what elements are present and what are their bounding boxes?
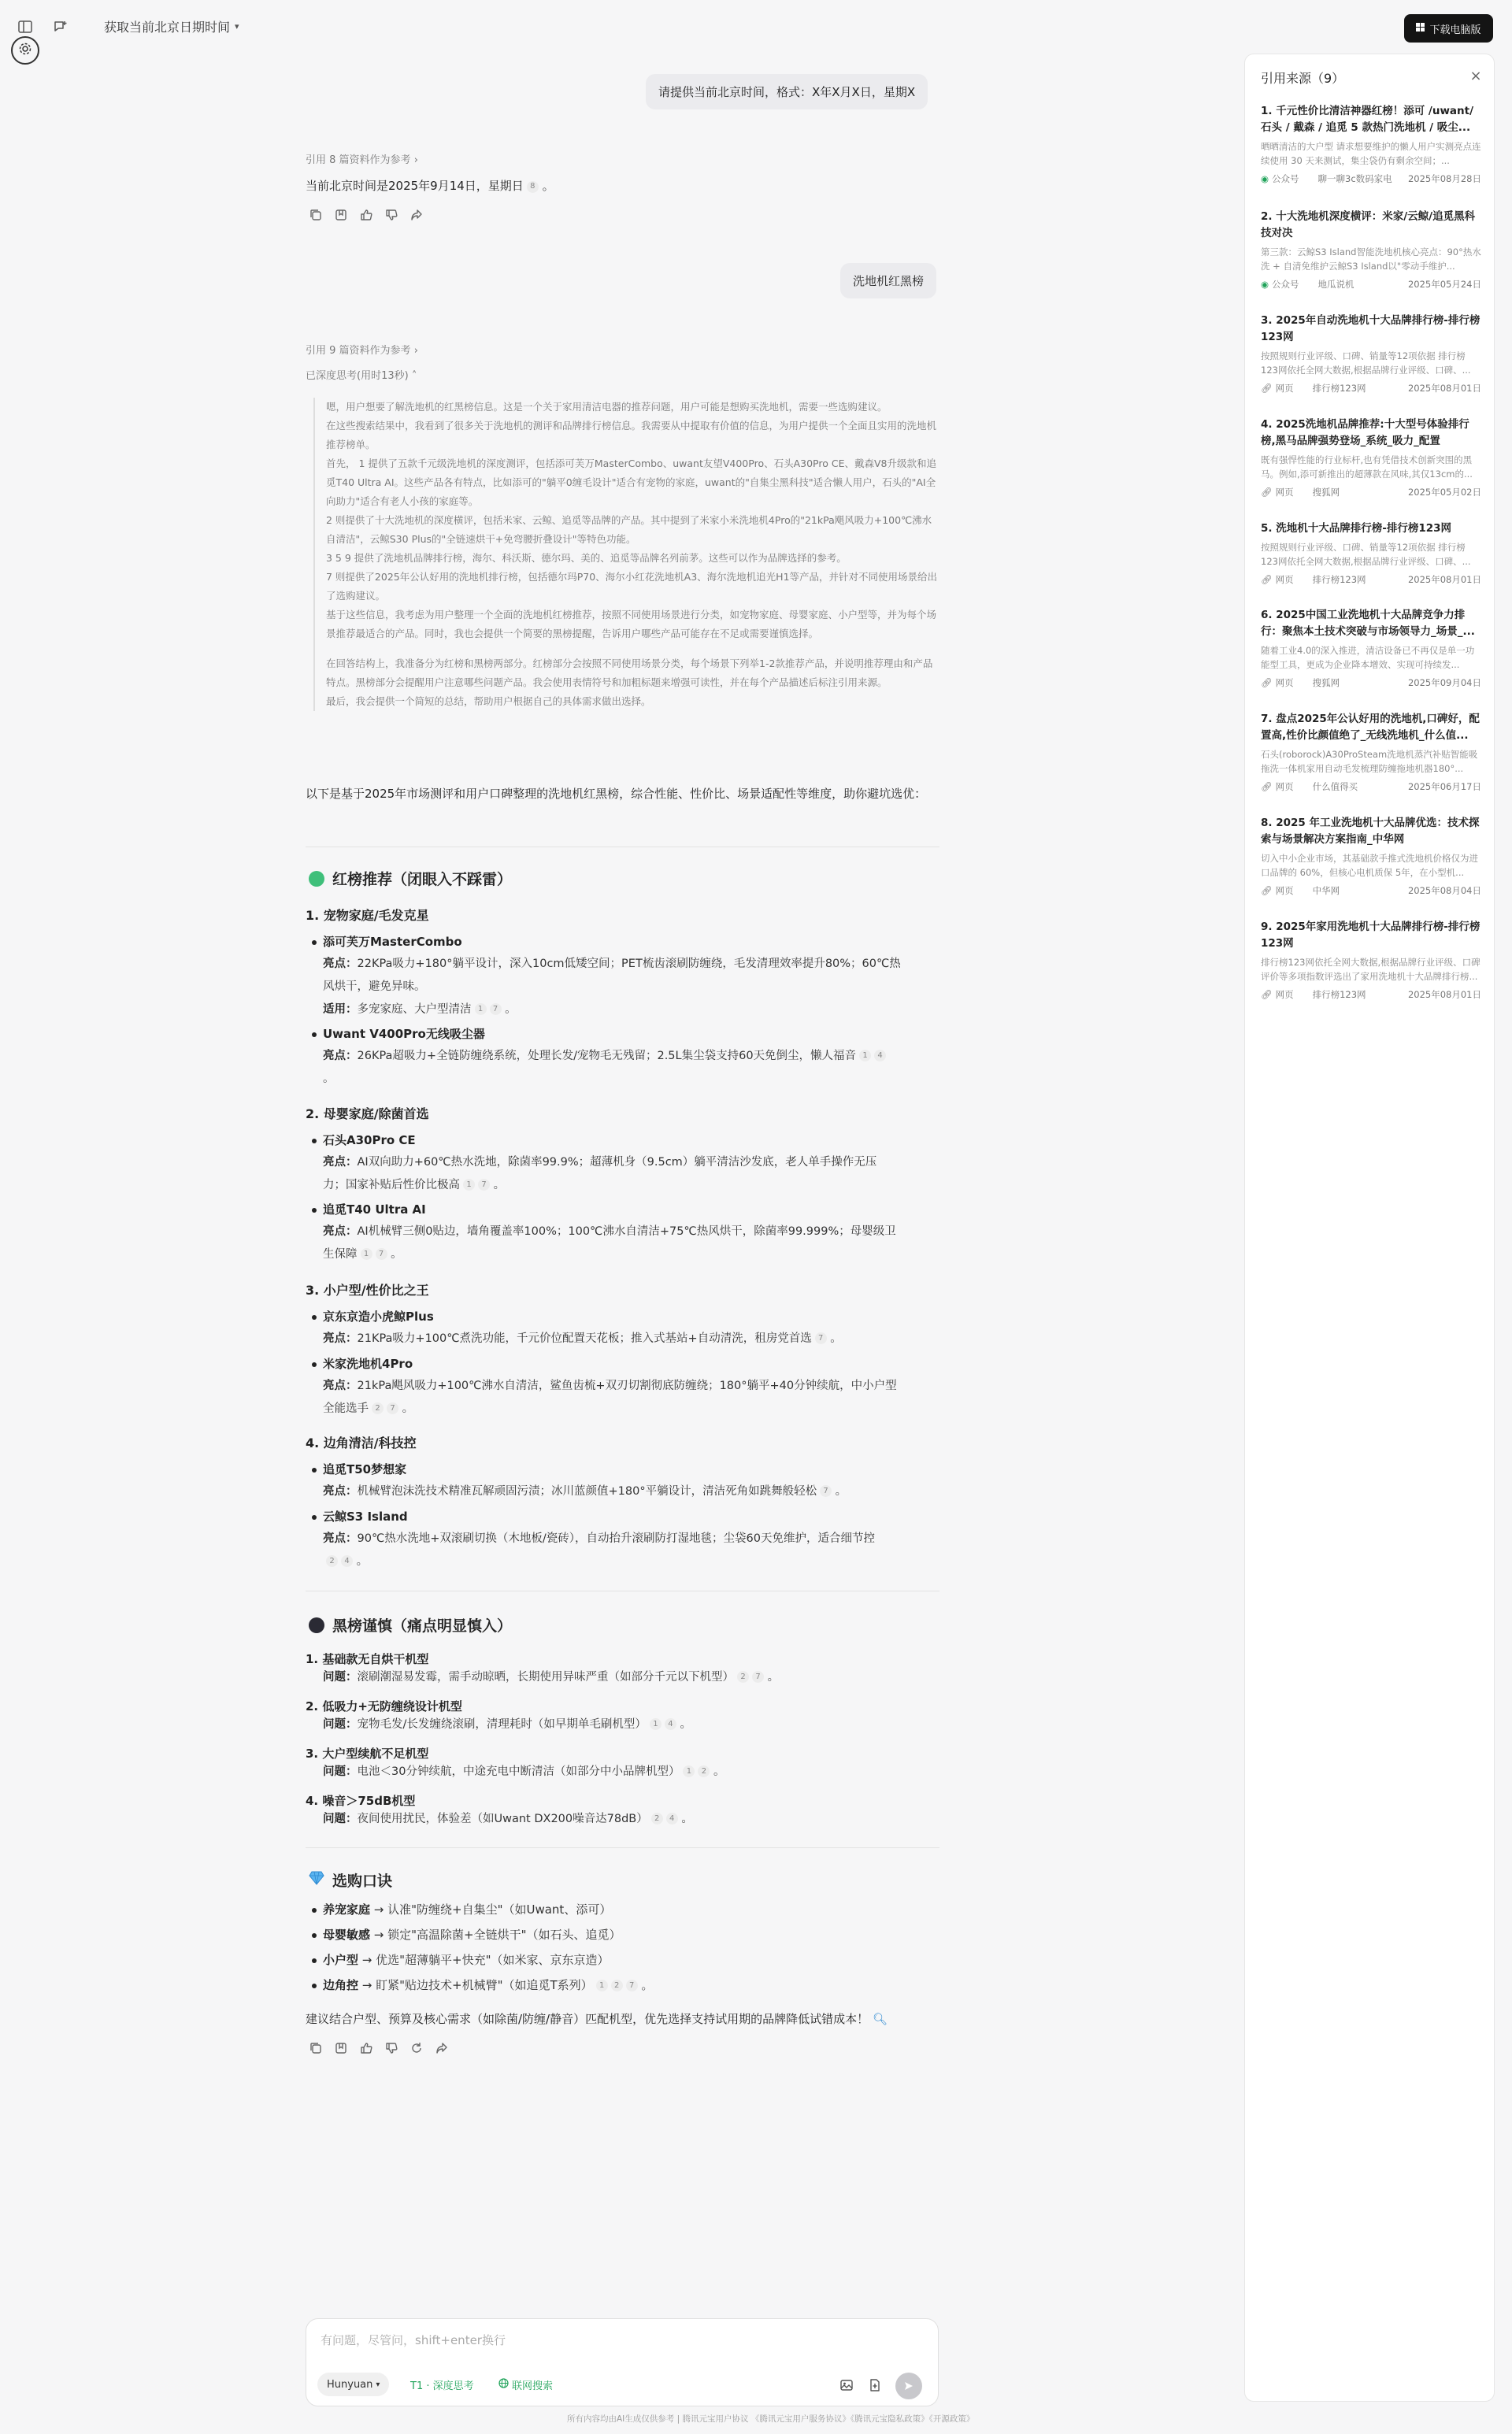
detail-text: 力；国家补贴后性价比极高 xyxy=(323,1179,460,1191)
source-snippet: 石头(roborock)A30ProSteam洗地机蒸汽补贴智能吸拖洗一体机家用自动毛发梳理防缠拖地机器180°... xyxy=(1261,749,1478,774)
red-list-heading xyxy=(309,868,512,889)
link-icon: 🔗︎ xyxy=(1261,885,1273,896)
citation-badge[interactable]: 7 xyxy=(752,1671,764,1683)
detail-text: 90℃热水洗地+双滚刷切换（木地板/瓷砖），自动抬升滚刷防打湿地毯；尘袋60天免维护，适合细节控 xyxy=(357,1532,875,1545)
source-item[interactable] xyxy=(1261,711,1481,793)
source-kind: 网页 xyxy=(1275,781,1294,792)
product-name: 京东京造小虎鲸Plus xyxy=(323,1310,434,1324)
highlight-label: 亮点： xyxy=(323,1332,358,1345)
source-meta xyxy=(1261,382,1481,395)
highlight-label: 亮点： xyxy=(323,1485,358,1498)
source-name: 中华网 xyxy=(1312,885,1340,896)
problem-text: 宠物毛发/长发缠绕滚刷，清理耗时（如早期单毛刷机型） xyxy=(357,1718,647,1731)
source-date: 2025年08月01日 xyxy=(1407,989,1481,1000)
thinking-paragraph: 2 则提供了十大洗地机的深度横评，包括米家、云鲸、追觅等品牌的产品。其中提到了米家小米洗地机4Pro的"21kPa飓风吸力+100℃沸水自清洁"，云鲸S30 Plus的"全链速烘干+免弯腰折叠设计"等特色功能。 xyxy=(326,514,932,545)
source-snippet: 按照规则行业评级、口碑、销量等12项依据 排行榜123网依托全网大数据,根据品牌行业评级、口碑、... xyxy=(1261,542,1471,567)
product-name: 米家洗地机4Pro xyxy=(323,1357,413,1371)
citation-badge[interactable]: 7 xyxy=(490,1003,502,1015)
citation-badge[interactable]: 2 xyxy=(651,1813,663,1825)
source-item[interactable] xyxy=(1261,417,1481,498)
source-date: 2025年08月01日 xyxy=(1407,383,1481,394)
source-snippet: 按照规则行业评级、口碑、销量等12项依据 排行榜123网依托全网大数据,根据品牌行业评级、口碑、... xyxy=(1261,350,1471,376)
magnifier-icon: 🔍︎ xyxy=(872,2012,888,2026)
source-item[interactable] xyxy=(1261,521,1481,586)
black-list-heading xyxy=(309,1614,512,1636)
source-date: 2025年08月28日 xyxy=(1407,173,1481,184)
problem-text: 夜间使用扰民，体验差（如Uwant DX200噪音达78dB） xyxy=(357,1813,648,1825)
references-text-2: 引用 9 篇资料作为参考 xyxy=(306,345,411,357)
highlight-label: 亮点： xyxy=(323,958,358,970)
source-date: 2025年08月01日 xyxy=(1407,574,1481,585)
link-icon: 🔗︎ xyxy=(1261,781,1273,792)
answer-actions-2 xyxy=(309,2041,449,2055)
detail-text: 风烘干，避免异味。 xyxy=(323,980,426,993)
source-title: 4. 2025洗地机品牌推荐:十大型号体验排行榜,黑马品牌强势登场_系统_吸力_配置 xyxy=(1261,418,1469,447)
citation-badge[interactable]: 4 xyxy=(666,1813,678,1825)
product-name: 追觅T50梦想家 xyxy=(323,1462,407,1476)
detail-text: 21KPa吸力+100℃煮洗功能，千元价位配置天花板；推入式基站+自动清洗，租房党首选 xyxy=(357,1332,812,1345)
detail-text: 26KPa超吸力+全链防缠绕系统，处理长发/宠物毛无残留；2.5L集尘袋支持60天免倒尘，懒人福音 xyxy=(357,1050,857,1062)
source-kind: 公众号 xyxy=(1272,173,1299,184)
tip-key: 小户型 xyxy=(323,1953,359,1967)
image-upload-icon[interactable] xyxy=(839,2377,854,2393)
source-kind: 网页 xyxy=(1275,885,1294,896)
regenerate-icon[interactable] xyxy=(410,2041,424,2055)
top-bar xyxy=(0,0,1512,55)
detail-text: 21kPa飓风吸力+100℃沸水自清洁，鲨鱼齿梳+双刃切割彻底防缠绕；180°躺平+40分钟续航，中小户型 xyxy=(357,1380,897,1392)
source-item[interactable] xyxy=(1261,103,1481,185)
citation-badge[interactable]: 7 xyxy=(820,1485,832,1497)
tip-item: 边角控 → 盯紧"贴边技术+机械臂"（如追觅T系列） 1 2 7 。 xyxy=(323,1978,654,1992)
black-item-heading: 3. 大户型续航不足机型 xyxy=(306,1747,429,1761)
source-snippet: 既有强悍性能的行业标杆,也有凭借技术创新突围的黑马。例如,添可新推出的超薄款在风味,其仅13cm的... xyxy=(1261,454,1473,480)
citation-badge[interactable]: 1 xyxy=(475,1003,487,1015)
references-text-1: 引用 8 篇资料作为参考 xyxy=(306,154,411,166)
source-snippet: 晒晒清洁的大户型 请求想要维护的懒人用户实测亮点连续使用 30 天来测试，集尘袋仍有剩余空间；... xyxy=(1261,141,1481,166)
problem-text: 滚刷潮湿易发霉，需手动晾晒，长期使用异味严重（如部分千元以下机型） xyxy=(357,1671,734,1684)
source-name: 搜狐网 xyxy=(1312,487,1340,498)
footer-disclaimer: 所有内容均由AI生成仅供参考 | 腾讯元宝用户协议 《腾讯元宝用户服务协议》《腾讯元宝隐私政策》《开源政策》 xyxy=(567,2414,975,2424)
category-heading: 1. 宠物家庭/毛发克星 xyxy=(306,908,429,923)
model-label: Hunyuan xyxy=(327,2378,373,2391)
closing-advice xyxy=(306,2008,939,2030)
citation-badge[interactable]: 4 xyxy=(665,1718,676,1730)
avatar[interactable] xyxy=(11,36,39,65)
black-circle-icon xyxy=(309,1617,324,1633)
product-detail: 亮点：90℃热水洗地+双滚刷切换（木地板/瓷砖），自动抬升滚刷防打湿地毯；尘袋60天免维护，适合细节控 2 4 。 xyxy=(323,1532,875,1568)
source-title: 5. 洗地机十大品牌排行榜-排行榜123网 xyxy=(1261,522,1452,535)
citation-badge[interactable]: 2 xyxy=(737,1671,749,1683)
thinking-paragraph: 嗯，用户想要了解洗地机的红黑榜信息。这是一个关于家用清洁电器的推荐问题，用户可能是想购买洗地机，需要一些选购建议。 xyxy=(326,401,888,413)
highlight-label: 亮点： xyxy=(323,1225,358,1238)
source-meta xyxy=(1261,278,1481,291)
source-snippet: 切入中小企业市场，其基础款手推式洗地机价格仅为进口品牌的 60%，但核心电机质保 5年，在小型机... xyxy=(1261,853,1478,878)
bookmark-icon[interactable] xyxy=(334,2041,348,2055)
product-detail: 亮点：机械臂泡沫洗技术精准瓦解顽固污渍；冰川蓝颜值+180°平躺设计，清洁死角如跳舞般轻松 7 。 xyxy=(323,1485,847,1498)
source-item[interactable] xyxy=(1261,815,1481,897)
citation-badge[interactable]: 1 xyxy=(859,1050,871,1061)
file-upload-icon[interactable] xyxy=(867,2377,883,2393)
deep-thinking-label: 已深度思考(用时13秒) xyxy=(306,370,409,382)
citation-badge[interactable]: 8 xyxy=(527,181,539,193)
divider xyxy=(306,1847,939,1848)
citation-badge[interactable]: 2 xyxy=(372,1402,384,1414)
thinking-paragraph: 基于这些信息，我考虑为用户整理一个全面的洗地机红榜推荐，按照不同使用场景进行分类，如宠物家庭、母婴家庭、小户型等，并为每个场景推荐最适合的产品。同时，我也会提供一个简要的黑榜提醒，告诉用户哪些产品可能存在不足或需要谨慎选择。 xyxy=(326,609,937,639)
citation-badge[interactable]: 1 xyxy=(463,1179,475,1191)
product-name: Uwant V400Pro无线吸尘器 xyxy=(323,1027,485,1041)
answer-actions-1 xyxy=(309,208,424,222)
source-title: 6. 2025中国工业洗地机十大品牌竞争力排行：聚焦本土技术突破与市场领导力_场景_... xyxy=(1261,609,1475,638)
sidebar-toggle-icon[interactable] xyxy=(17,19,33,35)
source-meta xyxy=(1261,172,1481,185)
tip-text: → 盯紧"贴边技术+机械臂"（如追觅T系列） xyxy=(358,1978,593,1992)
thinking-paragraph: 3 5 9 提供了洗地机品牌排行榜，海尔、科沃斯、德尔玛、美的、追觅等品牌名列前茅。这些可以作为品牌选择的参考。 xyxy=(326,552,847,564)
tip-key: 养宠家庭 xyxy=(323,1902,371,1917)
source-title: 1. 千元性价比清洁神器红榜！添可 /uwant/ 石头 / 戴森 / 追觅 5 款热门洗地机 / 吸尘... xyxy=(1261,105,1474,134)
black-item-heading: 2. 低吸力+无防缠绕设计机型 xyxy=(306,1699,462,1713)
citation-badge[interactable]: 2 xyxy=(326,1555,338,1567)
chat-input[interactable]: 有问题，尽管问，shift+enter换行 xyxy=(321,2333,506,2347)
product-name: 云鲸S3 Island xyxy=(323,1510,408,1524)
tips-title: 选购口诀 xyxy=(332,1873,393,1890)
sources-panel xyxy=(1244,54,1495,2402)
references-toggle-2[interactable] xyxy=(306,342,418,357)
chevron-right-icon: › xyxy=(413,154,418,166)
source-date: 2025年05月02日 xyxy=(1407,487,1481,498)
conversation-title-text: 获取当前北京日期时间 xyxy=(104,20,231,35)
black-item-detail: 问题：电池＜30分钟续航，中途充电中断清洁（如部分中小品牌机型） 1 2 。 xyxy=(323,1765,725,1778)
chat-input-box xyxy=(306,2318,939,2406)
web-search-toggle[interactable] xyxy=(489,2373,562,2396)
thinking-paragraph: 在回答结构上，我准备分为红榜和黑榜两部分。红榜部分会按照不同使用场景分类，每个场景下列举1-2款推荐产品，并说明推荐理由和产品特点。黑榜部分会提醒用户注意哪些问题产品。我会使用表情符号和加粗标题来增强可读性，并在每个产品描述后标注引用来源。 xyxy=(326,658,933,688)
detail-text: AI双向助力+60℃热水洗地，除菌率99.9%；超薄机身（9.5cm）躺平清洁沙发底，老人单手操作无压 xyxy=(357,1156,877,1169)
source-kind: 网页 xyxy=(1275,574,1294,585)
download-desktop-button[interactable] xyxy=(1404,14,1493,43)
chevron-down-icon: ▾ xyxy=(235,21,239,31)
deep-thinking-toggle[interactable] xyxy=(306,367,417,382)
citation-badge[interactable]: 2 xyxy=(611,1980,623,1991)
problem-label: 问题： xyxy=(323,1813,358,1825)
link-icon: 🔗︎ xyxy=(1261,383,1273,394)
citation-badge[interactable]: 4 xyxy=(341,1555,353,1567)
highlight-label: 亮点： xyxy=(323,1050,358,1062)
citation-badge[interactable]: 7 xyxy=(387,1402,398,1414)
black-item-heading: 4. 噪音＞75dB机型 xyxy=(306,1794,416,1808)
red-list-title: 红榜推荐（闭眼入不踩雷） xyxy=(332,871,513,888)
source-date: 2025年05月24日 xyxy=(1407,279,1481,290)
black-item-detail: 问题：滚刷潮湿易发霉，需手动晾晒，长期使用异味严重（如部分千元以下机型） 2 7 。 xyxy=(323,1671,780,1684)
black-item-heading: 1. 基础款无自烘干机型 xyxy=(306,1652,429,1666)
citation-badge[interactable]: 2 xyxy=(698,1765,710,1777)
citation-badge[interactable]: 1 xyxy=(596,1980,608,1991)
source-name: 什么值得买 xyxy=(1312,781,1358,792)
problem-label: 问题： xyxy=(323,1671,358,1684)
thinking-paragraph: 最后，我会提供一个简短的总结，帮助用户根据自己的具体需求做出选择。 xyxy=(326,695,651,707)
source-snippet: 第三款：云鲸S3 Island智能洗地机核心亮点：90°热水洗 + 自清免维护云鲸S3 Island以"零动手维护... xyxy=(1261,246,1481,272)
answer-1-text: 当前北京时间是2025年9月14日，星期日 xyxy=(306,179,524,193)
source-item[interactable] xyxy=(1261,313,1481,395)
copy-icon[interactable] xyxy=(309,208,323,222)
source-date: 2025年09月04日 xyxy=(1407,677,1481,688)
detail-text: 机械臂泡沫洗技术精准瓦解顽固污渍；冰川蓝颜值+180°平躺设计，清洁死角如跳舞般轻松 xyxy=(357,1485,817,1498)
product-detail: 亮点：AI双向助力+60℃热水洗地，除菌率99.9%；超薄机身（9.5cm）躺平清洁沙发底，老人单手操作无压 力；国家补贴后性价比极高 1 7 。 xyxy=(323,1156,877,1191)
source-date: 2025年08月04日 xyxy=(1407,885,1481,896)
answer-intro: 以下是基于2025年市场测评和用户口碑整理的洗地机红黑榜，综合性能、性价比、场景适配性等维度，助你避坑选优： xyxy=(306,787,927,801)
thinking-paragraph: 7 则提供了2025年公认好用的洗地机排行榜，包括德尔玛P70、海尔小红花洗地机A3、海尔洗地机追光H1等产品，并针对不同使用场景给出了选购建议。 xyxy=(326,571,938,602)
thinking-paragraph: 在这些搜索结果中，我看到了很多关于洗地机的测评和品牌排行榜信息。我需要从中提取有价值的信息，为用户提供一个全面且实用的洗地机推荐榜单。 xyxy=(326,420,937,450)
source-kind: 网页 xyxy=(1275,383,1294,394)
highlight-label: 亮点： xyxy=(323,1380,358,1392)
source-snippet: 随着工业4.0的深入推进，清洁设备已不再仅是单一功能型工具，更成为企业降本增效、实现可持续发... xyxy=(1261,645,1475,670)
source-name: 排行榜123网 xyxy=(1312,989,1366,1000)
source-item[interactable] xyxy=(1261,209,1481,291)
tip-key: 边角控 xyxy=(323,1978,359,1992)
black-list-title: 黑榜谨慎（痛点明显慎入） xyxy=(332,1617,513,1635)
new-chat-icon[interactable] xyxy=(52,19,68,35)
tip-item xyxy=(323,1901,611,1917)
tip-text: → 认准"防缠绕+自集尘"（如Uwant、添可） xyxy=(370,1902,612,1917)
citation-badge[interactable]: 1 xyxy=(683,1765,695,1777)
source-title: 8. 2025 年工业洗地机十大品牌优选：技术探索与场景解决方案指南_中华网 xyxy=(1261,817,1480,846)
references-toggle-1[interactable] xyxy=(306,151,418,166)
product-detail: 亮点：AI机械臂三侧0贴边，墙角覆盖率100%；100℃沸水自清洁+75℃热风烘干，除菌率99.999%；母婴级卫 生保障 1 7 。 xyxy=(323,1225,896,1261)
source-snippet: 排行榜123网依托全网大数据,根据品牌行业评级、口碑评价等多项指数评选出了家用洗地机十大品牌排行榜... xyxy=(1261,957,1480,982)
link-icon: 🔗︎ xyxy=(1261,487,1273,498)
citation-badge[interactable]: 7 xyxy=(815,1332,827,1344)
source-meta xyxy=(1261,486,1481,498)
tip-text: → 优选"超薄躺平+快充"（如米家、京东京造） xyxy=(358,1953,610,1967)
product-detail: 亮点：21KPa吸力+100℃煮洗功能，千元价位配置天花板；推入式基站+自动清洗，租房党首选 7 。 xyxy=(323,1332,842,1345)
citation-badge[interactable]: 1 xyxy=(650,1718,662,1730)
product-detail: 亮点：26KPa超吸力+全链防缠绕系统，处理长发/宠物毛无残留；2.5L集尘袋支持60天免倒尘，懒人福音 1 4 。 xyxy=(323,1045,945,1091)
source-title: 3. 2025年自动洗地机十大品牌排行榜-排行榜123网 xyxy=(1261,314,1480,343)
problem-label: 问题： xyxy=(323,1718,358,1731)
source-name: 地瓜说机 xyxy=(1317,279,1354,290)
wechat-icon: ◉ xyxy=(1261,173,1269,184)
citation-badge[interactable]: 4 xyxy=(874,1050,886,1061)
black-item-detail: 问题：宠物毛发/长发缠绕滚刷，清理耗时（如早期单毛刷机型） 1 4 。 xyxy=(323,1718,691,1731)
tip-item xyxy=(323,1926,621,1943)
highlight-label: 亮点： xyxy=(323,1156,358,1169)
category-heading: 3. 小户型/性价比之王 xyxy=(306,1283,429,1298)
wechat-icon: ◉ xyxy=(1261,279,1269,290)
source-meta xyxy=(1261,676,1481,689)
tip-key: 母婴敏感 xyxy=(323,1928,371,1942)
citation-badge[interactable]: 7 xyxy=(376,1248,387,1260)
bookmark-icon[interactable] xyxy=(334,208,348,222)
source-meta xyxy=(1261,988,1481,1001)
source-title: 2. 十大洗地机深度横评：米家/云鲸/追觅黑科技对决 xyxy=(1261,210,1476,239)
source-name: 排行榜123网 xyxy=(1312,383,1366,394)
share-icon[interactable] xyxy=(410,208,424,222)
tips-heading xyxy=(309,1869,392,1891)
source-meta xyxy=(1261,573,1481,586)
detail-text: 多宠家庭、大户型清洁 xyxy=(357,1003,472,1016)
source-name: 聊一聊3c数码家电 xyxy=(1317,173,1392,184)
user-message-1: 请提供当前北京时间，格式：X年X月X日，星期X xyxy=(646,74,928,109)
suitable-label: 适用： xyxy=(323,1003,358,1016)
link-icon: 🔗︎ xyxy=(1261,989,1273,1000)
sources-title: 引用来源（9） xyxy=(1261,71,1345,86)
globe-icon xyxy=(498,2378,509,2391)
source-title: 9. 2025年家用洗地机十大品牌排行榜-排行榜123网 xyxy=(1261,921,1480,950)
detail-text: 生保障 xyxy=(323,1248,358,1261)
detail-text: 22KPa吸力+180°躺平设计，深入10cm低矮空间；PET梳齿滚刷防缠绕，毛发清理效率提升80%；60℃热 xyxy=(357,958,901,970)
chevron-up-icon: ˄ xyxy=(411,370,417,382)
thumbs-up-icon[interactable] xyxy=(359,2041,373,2055)
product-name: 石头A30Pro CE xyxy=(323,1133,416,1147)
highlight-label: 亮点： xyxy=(323,1532,358,1545)
source-meta xyxy=(1261,780,1481,793)
send-button[interactable] xyxy=(895,2373,922,2399)
citation-badge[interactable]: 7 xyxy=(626,1980,638,1991)
copy-icon[interactable] xyxy=(309,2041,323,2055)
source-kind: 网页 xyxy=(1275,989,1294,1000)
link-icon: 🔗︎ xyxy=(1261,574,1273,585)
source-item[interactable] xyxy=(1261,919,1481,1001)
source-meta xyxy=(1261,884,1481,897)
problem-label: 问题： xyxy=(323,1765,358,1778)
source-date: 2025年06月17日 xyxy=(1407,781,1481,792)
link-icon: 🔗︎ xyxy=(1261,677,1273,688)
tip-item xyxy=(323,1951,610,1968)
chevron-right-icon: › xyxy=(413,345,418,357)
assistant-answer-1: 当前北京时间是2025年9月14日，星期日 8 。 xyxy=(306,179,554,193)
source-name: 排行榜123网 xyxy=(1312,574,1366,585)
source-title: 7. 盘点2025年公认好用的洗地机,口碑好，配置高,性价比颜值绝了_无线洗地机_什么值... xyxy=(1261,713,1480,742)
citation-badge[interactable]: 1 xyxy=(361,1248,372,1260)
thumbs-down-icon[interactable] xyxy=(384,2041,398,2055)
tip-text: → 锁定"高温除菌+全链烘干"（如石头、追觅） xyxy=(370,1928,621,1942)
product-name: 追觅T40 Ultra AI xyxy=(323,1202,426,1217)
source-kind: 网页 xyxy=(1275,677,1294,688)
citation-badge[interactable]: 7 xyxy=(478,1179,490,1191)
download-label: 下载电脑版 xyxy=(1429,24,1481,36)
thumbs-up-icon[interactable] xyxy=(359,208,373,222)
source-name: 搜狐网 xyxy=(1312,677,1340,688)
conversation-title[interactable] xyxy=(104,17,239,35)
model-selector[interactable] xyxy=(317,2373,389,2396)
close-icon[interactable]: × xyxy=(1469,68,1482,84)
diamond-icon xyxy=(309,1871,324,1889)
problem-text: 电池＜30分钟续航，中途充电中断清洁（如部分中小品牌机型） xyxy=(357,1765,680,1778)
thinking-process xyxy=(313,398,939,711)
settings-icon xyxy=(18,42,32,59)
black-item-detail: 问题：夜间使用扰民，体验差（如Uwant DX200噪音达78dB） 2 4 。 xyxy=(323,1813,693,1825)
category-heading: 2. 母婴家庭/除菌首选 xyxy=(306,1106,429,1121)
user-message-2: 洗地机红黑榜 xyxy=(840,263,936,298)
product-detail: 亮点：22KPa吸力+180°躺平设计，深入10cm低矮空间；PET梳齿滚刷防缠绕，毛发清理效率提升80%；60℃热 风烘干，避免异味。 适用：多宠家庭、大户型清洁 1 7 。 xyxy=(323,958,901,1016)
thinking-paragraph: 首先， 1 提供了五款千元级洗地机的深度测评，包括添可芙万MasterCombo、uwant友望V400Pro、石头A30Pro CE、戴森V8升级款和追觅T40 Ultra AI。这些产品各有特点，比如添可的"躺平0缠毛设计"适合有宠物的家庭，uwant的"自集尘黑科技"适合懒人用户，石头的"AI全向助力"适合有老人小孩的家庭等。 xyxy=(326,458,936,507)
detail-text: AI机械臂三侧0贴边，墙角覆盖率100%；100℃沸水自清洁+75℃热风烘干，除菌率99.999%；母婴级卫 xyxy=(357,1225,896,1238)
share-icon[interactable] xyxy=(435,2041,449,2055)
category-heading: 4. 边角清洁/科技控 xyxy=(306,1436,417,1450)
deep-thinking-toggle-chip[interactable] xyxy=(401,2373,484,2396)
green-circle-icon xyxy=(309,871,324,887)
source-kind: 网页 xyxy=(1275,487,1294,498)
product-name: 添可芙万MasterCombo xyxy=(323,935,462,949)
thumbs-down-icon[interactable] xyxy=(384,208,398,222)
chevron-down-icon: ▾ xyxy=(376,2380,380,2389)
windows-icon xyxy=(1416,23,1425,35)
source-kind: 公众号 xyxy=(1272,279,1299,290)
closing-text: 建议结合户型、预算及核心需求（如除菌/防缠/静音）匹配机型，优先选择支持试用期的品牌降低试错成本！ xyxy=(306,2012,869,2026)
web-search-label: 联网搜索 xyxy=(512,2380,554,2392)
detail-text: 全能选手 xyxy=(323,1402,369,1415)
source-item[interactable] xyxy=(1261,607,1481,689)
product-detail: 亮点：21kPa飓风吸力+100℃沸水自清洁，鲨鱼齿梳+双刃切割彻底防缠绕；180°躺平+40分钟续航，中小户型 全能选手 2 7 。 xyxy=(323,1380,897,1415)
deep-thinking-chip-label: T1 · 深度思考 xyxy=(410,2380,474,2392)
